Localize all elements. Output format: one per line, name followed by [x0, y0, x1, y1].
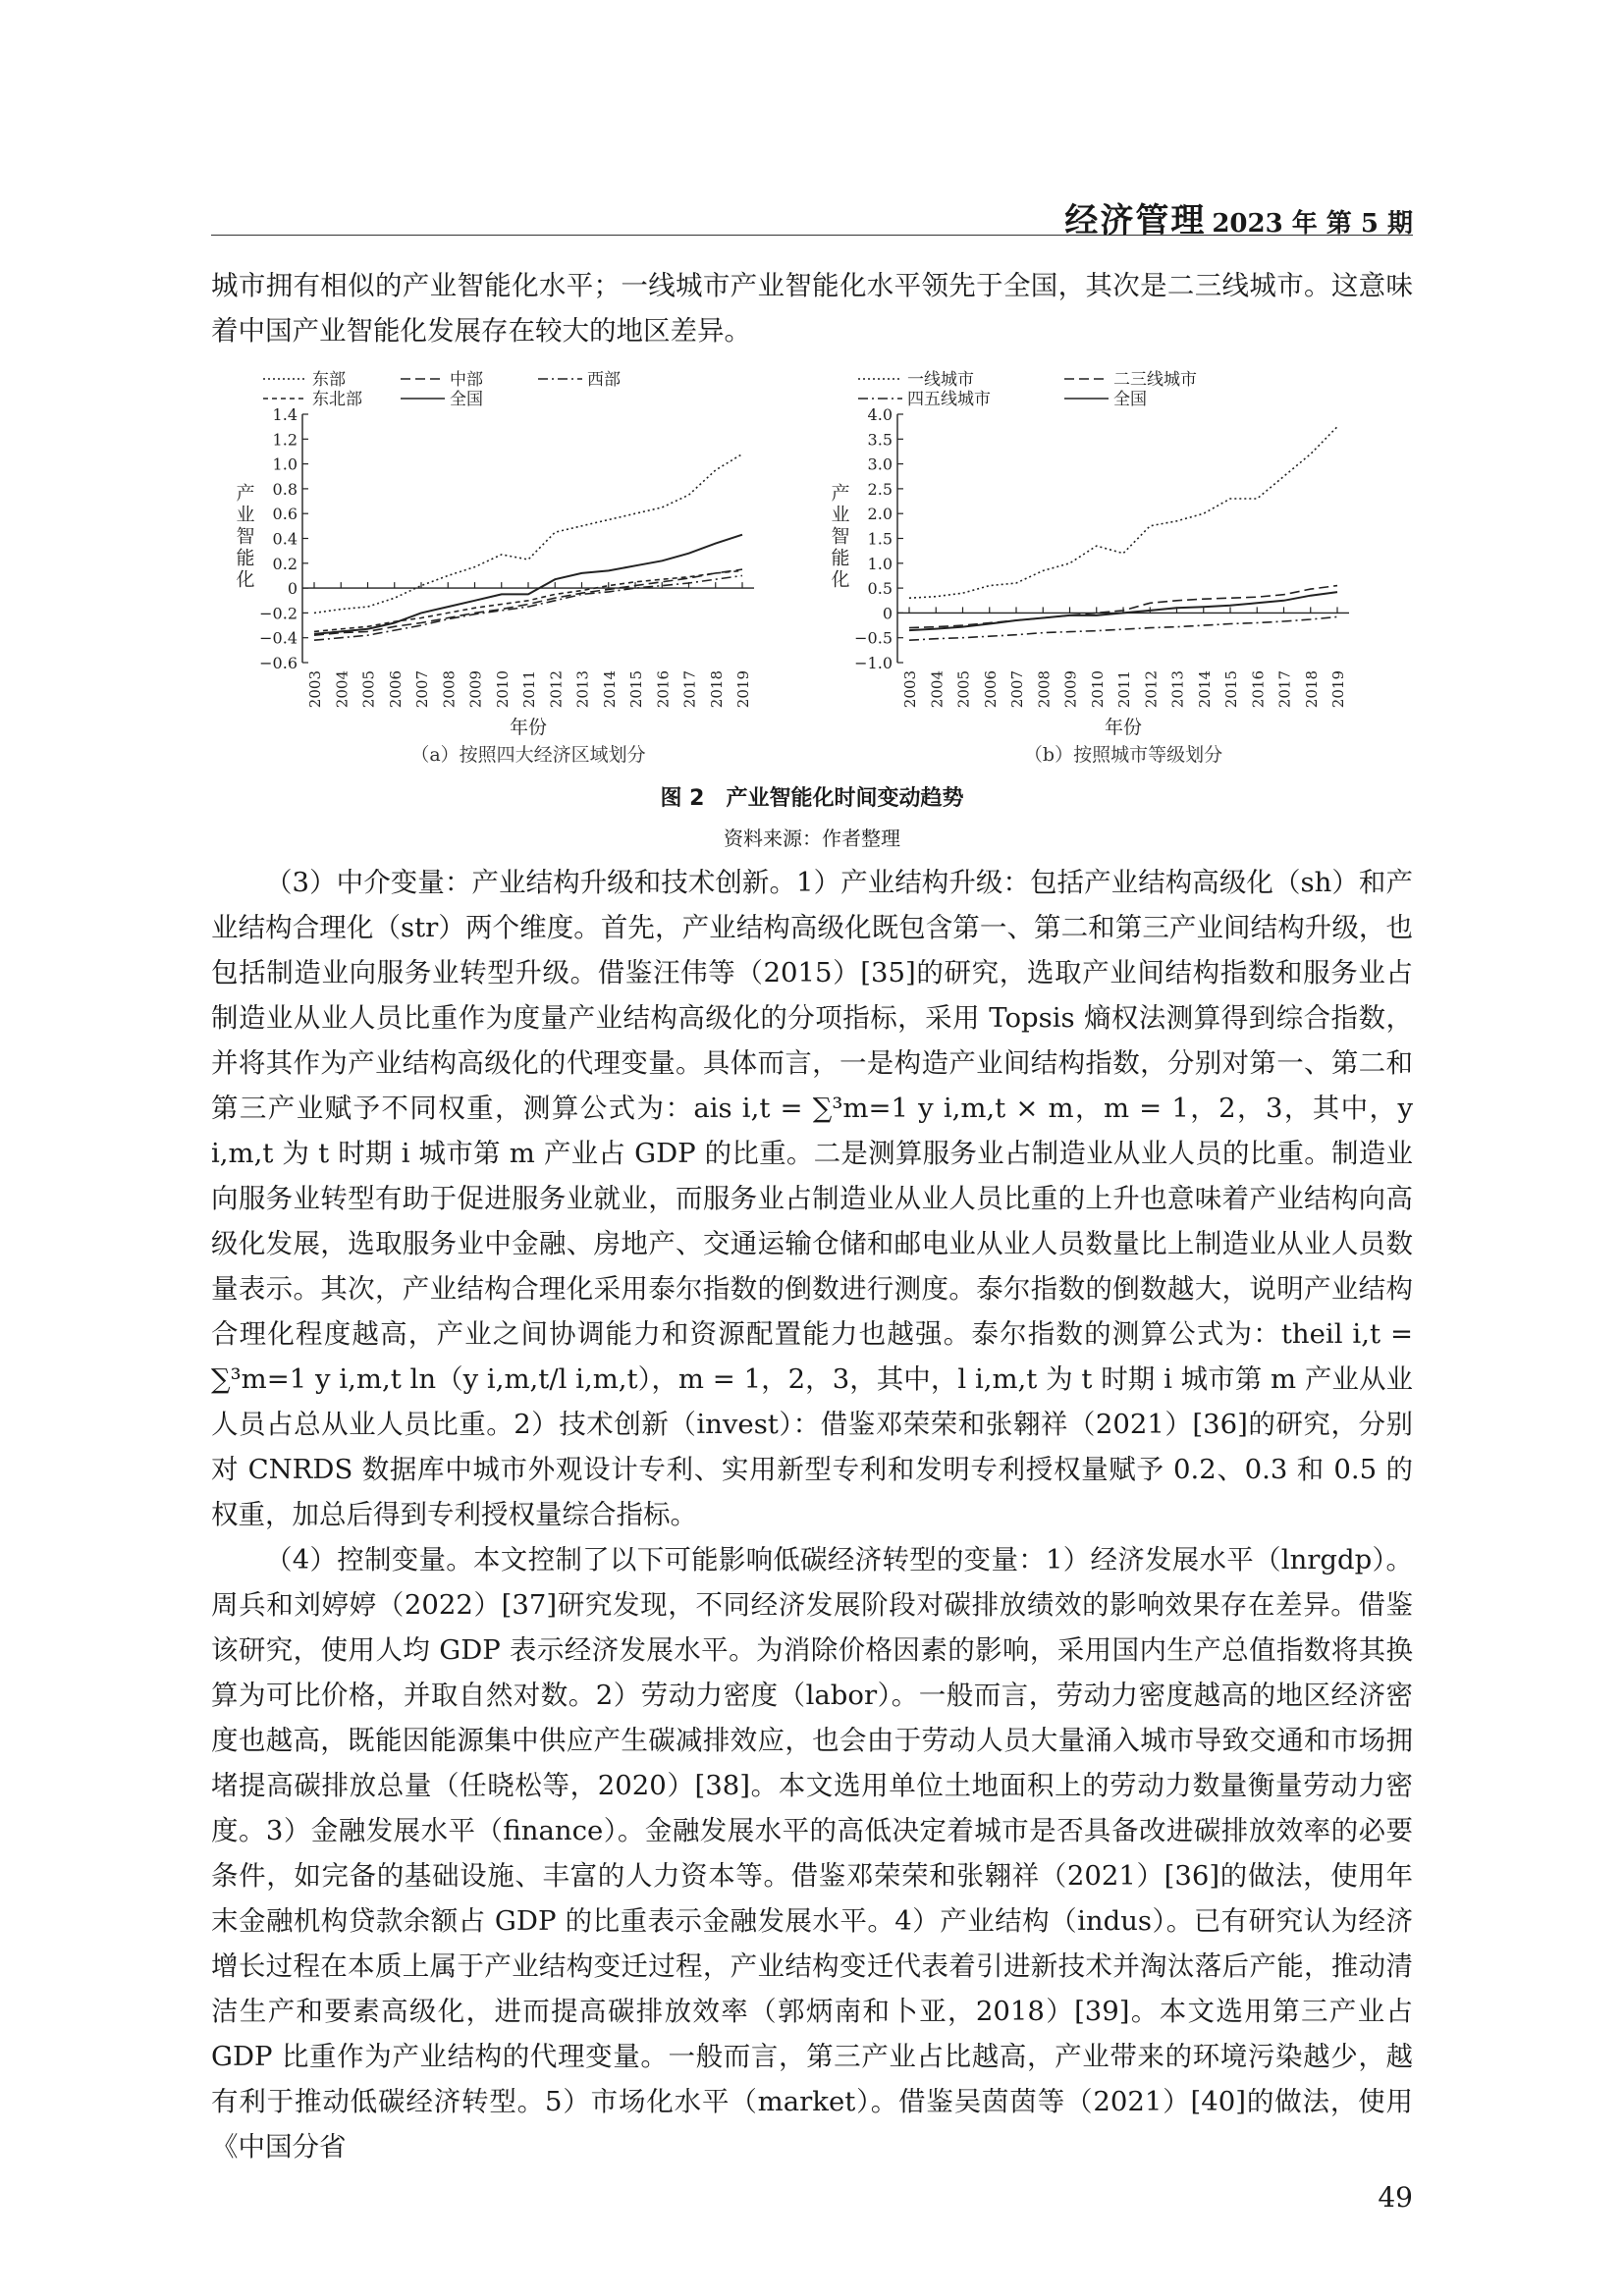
x-tick-label: 2010: [1088, 670, 1107, 709]
x-tick-label: 2003: [901, 670, 919, 709]
x-tick-label: 2004: [928, 670, 947, 709]
x-tick-label: 2007: [1008, 670, 1026, 709]
y-tick-label: 0.5: [867, 579, 893, 599]
y-tick-label: −0.5: [854, 628, 893, 648]
legend-label: 全国: [450, 390, 483, 409]
y-axis-label-char: 能: [236, 547, 255, 569]
y-tick-label: 0.4: [272, 529, 298, 549]
y-axis-label-char: 化: [831, 568, 850, 591]
x-tick-label: 2012: [547, 670, 566, 709]
y-tick-label: 1.0: [867, 554, 893, 573]
x-tick-label: 2012: [1142, 670, 1161, 709]
legend-label: 东部: [312, 370, 346, 390]
y-tick-label: 1.4: [272, 405, 298, 424]
paragraph-control-variables: （4）控制变量。本文控制了以下可能影响低碳经济转型的变量：1）经济发展水平（lnrgdp）。周兵和刘婷婷（2022）[37]研究发现，不同经济发展阶段对碳排放绩效的影响效果存在差异。借鉴该研究，使用人均 GDP 表示经济发展水平。为消除价格因素的影响，采用国内生产总值指数将其换算为可比价格，并取自然对数。2）劳动力密度（labor）。一般而言，劳动力密度越高的地区经济密度也越高，既能因能源集中供应产生碳减排效应，也会由于劳动人员大量涌入城市导致交通和市场拥堵提高碳排放总量（任晓松等，2020）[38]。本文选用单位土地面积上的劳动力数量衡量劳动力密度。3）金融发展水平（finance）。金融发展水平的高低决定着城市是否具备改进碳排放效率的必要条件，如完备的基础设施、丰富的人力资本等。借鉴邓荣荣和张翱祥（2021）[36]的做法，使用年末金融机构贷款余额占 GDP 的比重表示金融发展水平。4）产业结构（indus）。已有研究认为经济增长过程在本质上属于产业结构变迁过程，产业结构变迁代表着引进新技术并淘汰落后产能，推动清洁生产和要素高级化，进而提高碳排放效率（郭炳南和卜亚，2018）[39]。本文选用第三产业占 GDP 比重作为产业结构的代理变量。一般而言，第三产业占比越高，产业带来的环境污染越少，越有利于推动低碳经济转型。5）市场化水平（market）。借鉴吴茵茵等（2021）[40]的做法，使用《中国分省: [211, 1544, 1413, 2163]
x-tick-label: 2010: [493, 670, 512, 709]
intro-text: 城市拥有相似的产业智能化水平；一线城市产业智能化水平领先于全国，其次是二三线城市。这意味着中国产业智能化发展存在较大的地区差异。: [211, 270, 1413, 347]
x-tick-label: 2019: [1329, 670, 1347, 709]
y-tick-label: 1.2: [272, 430, 298, 450]
x-tick-label: 2017: [1275, 670, 1294, 709]
x-tick-label: 2008: [440, 670, 459, 709]
x-tick-label: 2011: [1115, 670, 1133, 709]
journal-issue: 2023 年 第 5 期: [1212, 209, 1413, 239]
x-tick-label: 2013: [1168, 670, 1187, 709]
figure-title: 产业智能化时间变动趋势: [726, 786, 964, 811]
chart-panel-b: [829, 363, 1379, 766]
series-line: [909, 586, 1337, 628]
legend-label: 东北部: [312, 390, 362, 409]
y-axis-label-char: 化: [236, 568, 255, 591]
legend-label: 四五线城市: [907, 390, 991, 409]
y-tick-label: 3.5: [867, 430, 893, 450]
x-tick-label: 2005: [954, 670, 973, 709]
figure-source: 资料来源：作者整理: [724, 827, 900, 850]
chart-b-svg: [829, 363, 1379, 766]
figure-label: 图 2: [660, 786, 705, 811]
x-tick-label: 2005: [359, 670, 378, 709]
x-tick-label: 2014: [600, 670, 619, 709]
y-tick-label: 4.0: [867, 405, 893, 424]
x-tick-label: 2014: [1195, 670, 1214, 709]
chart-a-svg: [234, 363, 784, 766]
main-text: [211, 860, 1413, 2169]
x-tick-label: 2015: [627, 670, 645, 709]
page-number: 49: [1378, 2181, 1413, 2214]
figure-caption: [0, 781, 1624, 812]
y-tick-label: 0: [287, 579, 298, 599]
x-tick-label: 2018: [1302, 670, 1321, 709]
y-tick-label: 2.5: [867, 479, 893, 499]
series-line: [314, 454, 742, 614]
page-header: [211, 191, 1413, 240]
y-tick-label: 0.2: [272, 554, 298, 573]
y-tick-label: 0.6: [272, 505, 298, 524]
x-tick-label: 2003: [306, 670, 324, 709]
y-axis-label-char: 智: [831, 525, 850, 548]
journal-name: 经济管理: [1064, 201, 1207, 240]
legend-label: 西部: [587, 370, 621, 390]
legend-label: 二三线城市: [1113, 370, 1197, 390]
x-axis-label: 年份: [1104, 717, 1143, 738]
series-line: [314, 569, 742, 635]
y-axis-label-char: 智: [236, 525, 255, 548]
x-tick-label: 2019: [734, 670, 752, 709]
panel-caption: （a）按照四大经济区域划分: [410, 744, 646, 766]
x-tick-label: 2006: [386, 670, 405, 709]
intro-paragraph: [211, 263, 1413, 353]
x-tick-label: 2007: [413, 670, 431, 709]
y-tick-label: −0.6: [259, 654, 298, 672]
x-axis-label: 年份: [509, 717, 548, 738]
legend-label: 全国: [1113, 390, 1147, 409]
y-axis-label-char: 产: [236, 482, 255, 505]
x-tick-label: 2011: [520, 670, 538, 709]
legend-label: 中部: [450, 370, 483, 390]
chart-panel-a: [234, 363, 784, 766]
y-tick-label: 1.5: [867, 529, 893, 549]
y-tick-label: 0: [882, 604, 893, 623]
y-tick-label: −0.4: [259, 628, 298, 648]
x-tick-label: 2016: [1249, 670, 1268, 709]
x-tick-label: 2015: [1222, 670, 1240, 709]
y-tick-label: 3.0: [867, 454, 893, 474]
x-tick-label: 2009: [466, 670, 485, 709]
x-tick-label: 2018: [707, 670, 726, 709]
journal-info: [1064, 193, 1413, 241]
x-tick-label: 2017: [680, 670, 699, 709]
y-tick-label: 2.0: [867, 505, 893, 524]
y-tick-label: −1.0: [854, 654, 893, 672]
x-tick-label: 2006: [981, 670, 1000, 709]
x-tick-label: 2009: [1061, 670, 1080, 709]
y-axis-label-char: 能: [831, 547, 850, 569]
x-tick-label: 2013: [573, 670, 592, 709]
x-tick-label: 2016: [654, 670, 673, 709]
y-tick-label: −0.2: [259, 604, 298, 623]
y-tick-label: 1.0: [272, 454, 298, 474]
x-tick-label: 2008: [1035, 670, 1054, 709]
series-line: [909, 616, 1337, 640]
y-axis-label-char: 业: [236, 504, 255, 526]
panel-caption: （b）按照城市等级划分: [1023, 744, 1223, 766]
series-line: [909, 427, 1337, 599]
y-tick-label: 0.8: [272, 479, 298, 499]
y-axis-label-char: 产: [831, 482, 850, 505]
x-tick-label: 2004: [333, 670, 352, 709]
legend-label: 一线城市: [907, 370, 974, 390]
y-axis-label-char: 业: [831, 504, 850, 526]
paragraph-mediating-variables: （3）中介变量：产业结构升级和技术创新。1）产业结构升级：包括产业结构高级化（sh）和产业结构合理化（str）两个维度。首先，产业结构高级化既包含第一、第二和第三产业间结构升级，也包括制造业向服务业转型升级。借鉴汪伟等（2015）[35]的研究，选取产业间结构指数和服务业占制造业从业人员比重作为度量产业结构高级化的分项指标，采用 Topsis 熵权法测算得到综合指数，并将其作为产业结构高级化的代理变量。具体而言，一是构造产业间结构指数，分别对第一、第二和第三产业赋予不同权重，测算公式为：ais i,t = ∑³m=1 y i,m,t × m，m = 1，2，3，其中，y i,m,t 为 t 时期 i 城市第 m 产业占 GDP 的比重。二是测算服务业占制造业从业人员的比重。制造业向服务业转型有助于促进服务业就业，而服务业占制造业从业人员比重的上升也意味着产业结构向高级化发展，选取服务业中金融、房地产、交通运输仓储和邮电业从业人员数量比上制造业从业人员数量表示。其次，产业结构合理化采用泰尔指数的倒数进行测度。泰尔指数的倒数越大，说明产业结构合理化程度越高，产业之间协调能力和资源配置能力也越强。泰尔指数的测算公式为：theil i,t = ∑³m=1 y i,m,t ln（y i,m,t/l i,m,t），m = 1，2，3，其中，l i,m,t 为 t 时期 i 城市第 m 产业从业人员占总从业人员比重。2）技术创新（invest）：借鉴邓荣荣和张翱祥（2021）[36]的研究，分别对 CNRDS 数据库中城市外观设计专利、实用新型专利和发明专利授权量赋予 0.2、0.3 和 0.5 的权重，加总后得到专利授权量综合指标。: [211, 867, 1413, 1530]
